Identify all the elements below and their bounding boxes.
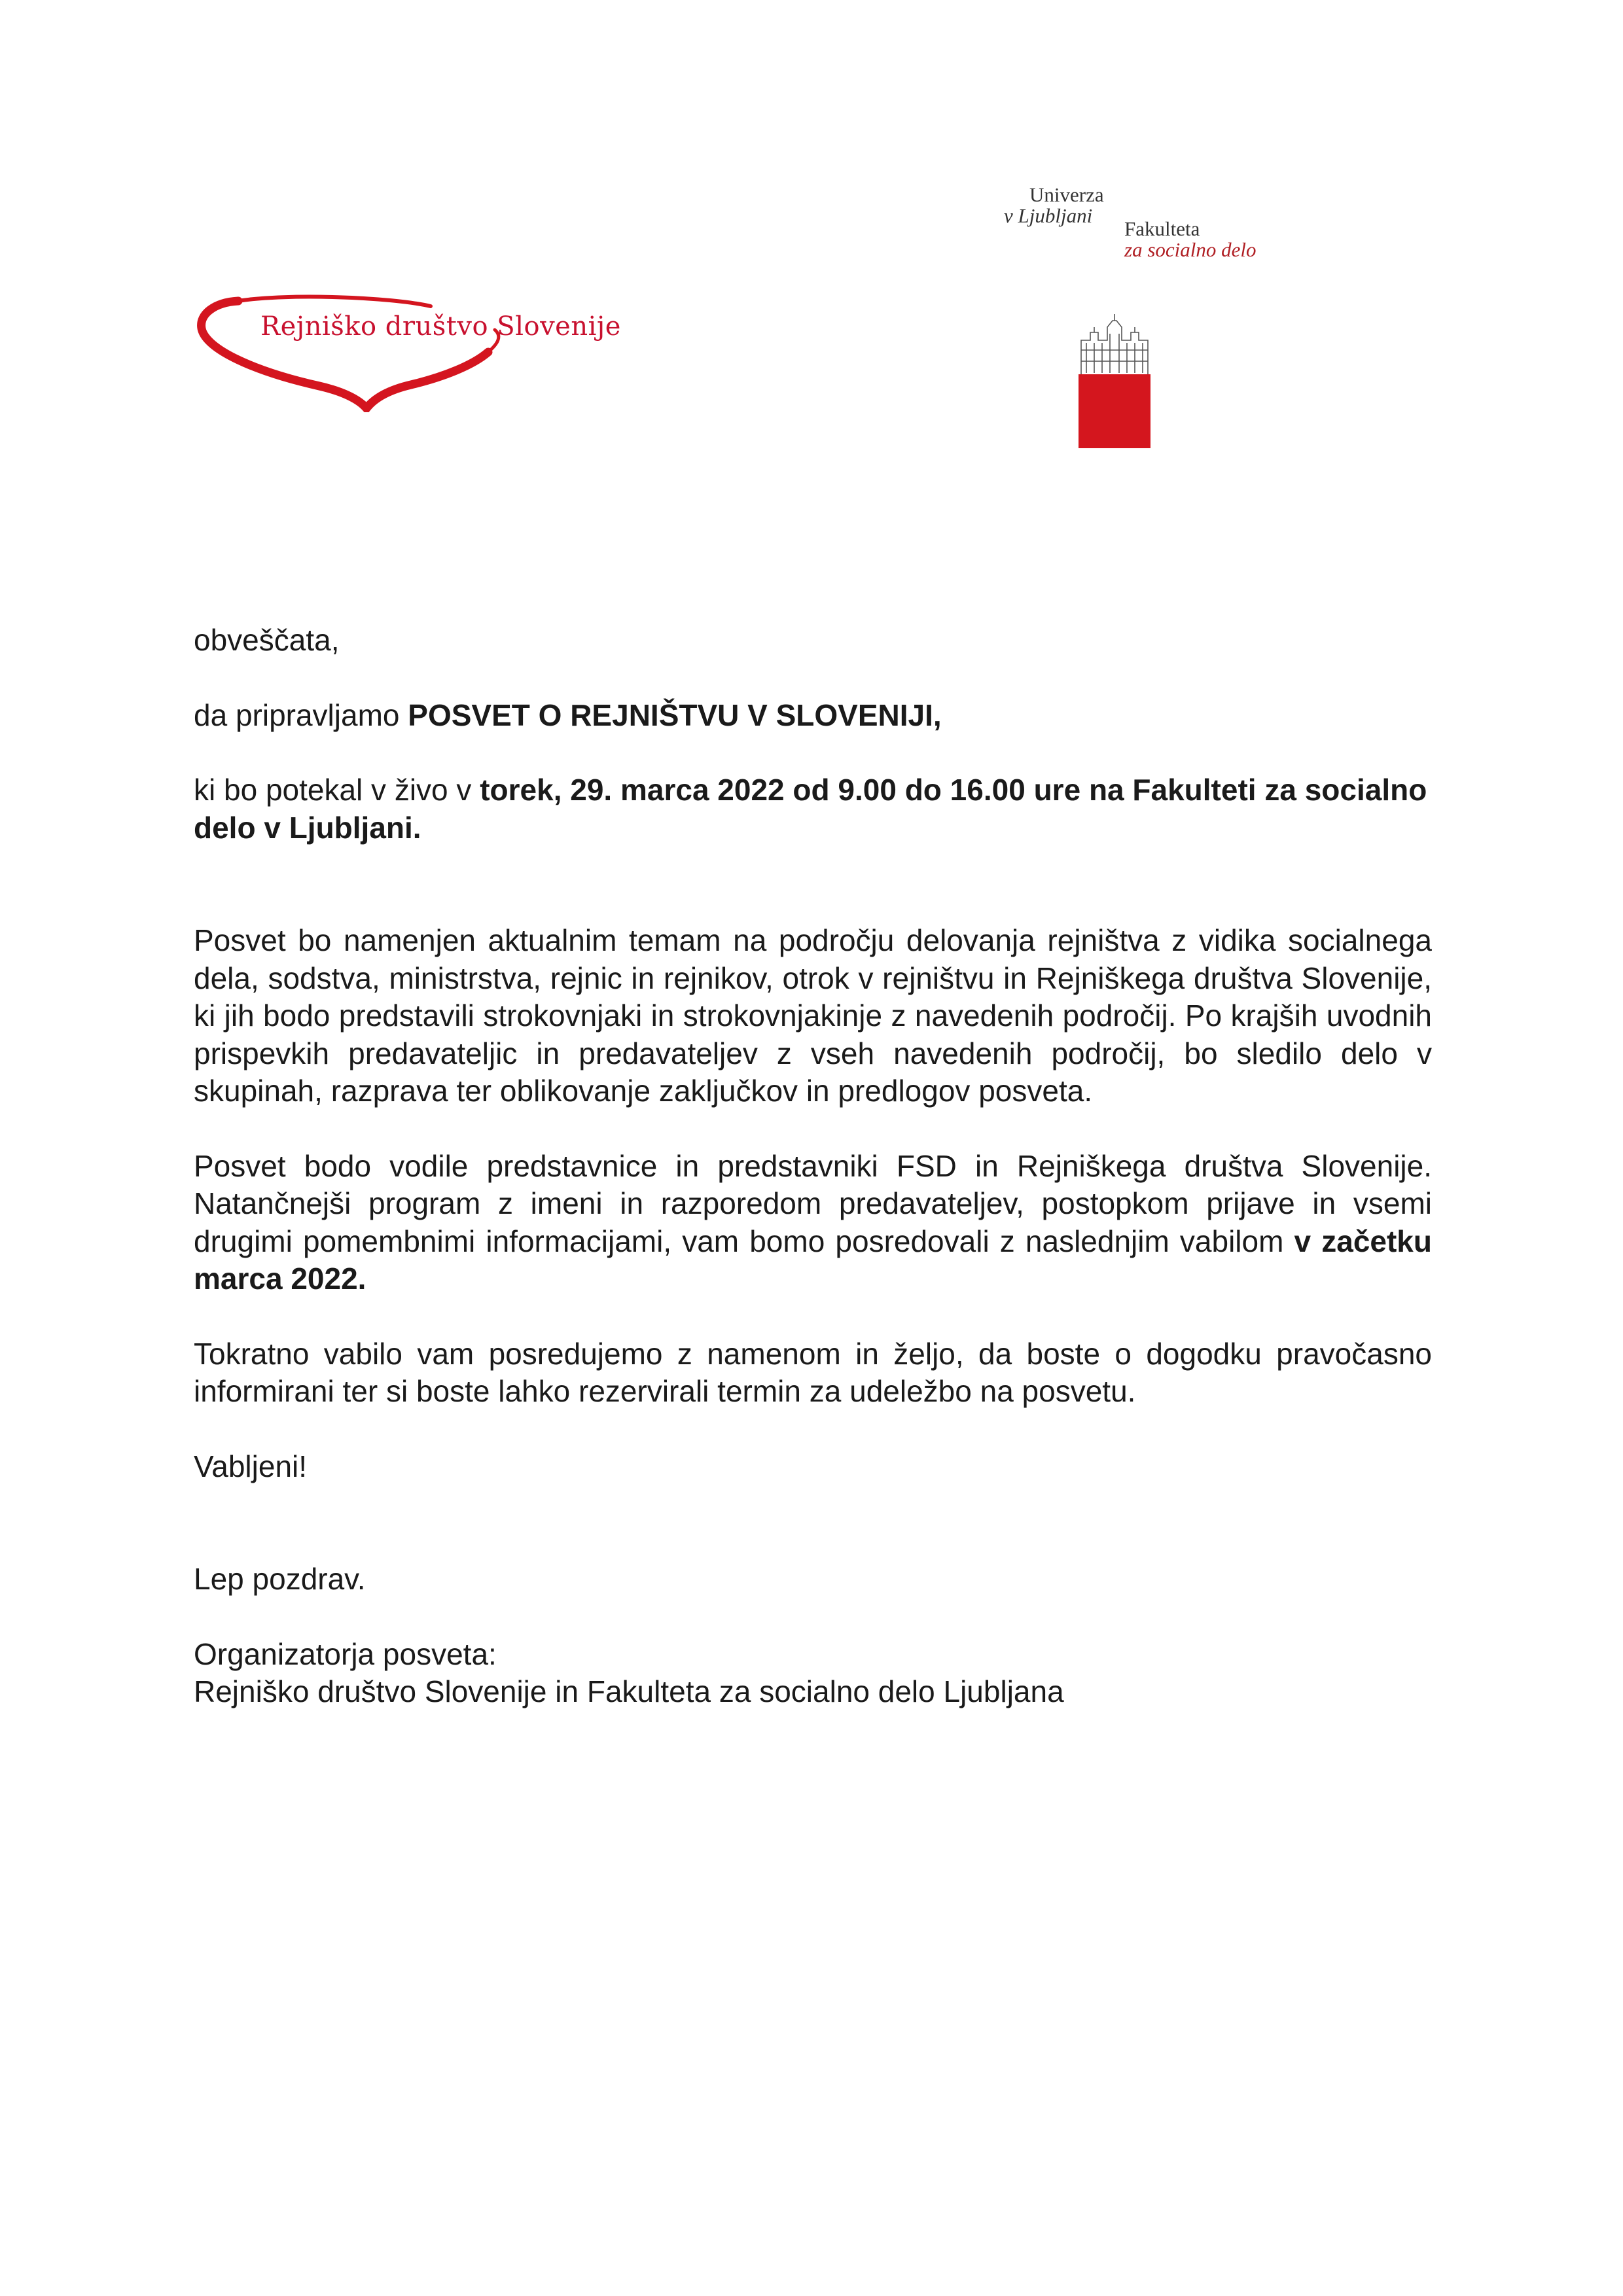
letter-body xyxy=(194,622,1432,1711)
faculty-name-line1: Fakulteta xyxy=(1124,217,1200,240)
university-building-icon xyxy=(1079,314,1150,448)
event-datetime-location: torek, 29. marca 2022 od 9.00 do 16.00 ure na Fakulteti za socialno delo v Ljubljani. xyxy=(194,773,1427,845)
program-info-paragraph xyxy=(194,1148,1432,1298)
event-description-paragraph: Posvet bo namenjen aktualnim temam na področju delovanja rejništva z vidika socialnega dela, sodstva, ministrstva, rejnic in rejnikov, otrok v rejništvu in Rejniškega društva Slovenije, ki jih bodo predstavili strokovnjaki in strokovnjakinje z navedenih področij. Po krajših uvodnih prispevkih predavateljic in predavateljev z vseh navedenih področij, bo sledilo delo v skupinah, razprava ter oblikovanje zaključkov in predlogov posveta. xyxy=(194,923,1432,1108)
announcement-prefix: da pripravljamo xyxy=(194,698,408,732)
event-datetime-paragraph xyxy=(194,771,1432,847)
organizers-label: Organizatorja posveta: xyxy=(194,1636,497,1671)
rejnisko-drustvo-logo xyxy=(195,288,666,412)
announcement-paragraph xyxy=(194,697,1432,735)
rejnisko-logo-text: Rejniško društvo Slovenije xyxy=(260,311,621,342)
event-datetime-prefix: ki bo potekal v živo v xyxy=(194,773,480,807)
university-name-line2: v Ljubljani xyxy=(1004,204,1093,227)
program-info-date: v začetku marca 2022. xyxy=(194,1224,1432,1296)
university-seal-logo xyxy=(1079,314,1150,448)
university-name-line1: Univerza xyxy=(1029,183,1104,206)
program-info-text: Posvet bodo vodile predstavnice in predstavniki FSD in Rejniškega društva Slovenije. Natančnejši program z imeni in razporedom predavateljev, postopkom prijave in vsemi drugimi pomembnimi informacijami, vam bomo posredovali z naslednjim vabilom xyxy=(194,1148,1432,1258)
reservation-note-paragraph: Tokratno vabilo vam posredujemo z namenom in željo, da boste o dogodku pravočasno informirani ter si boste lahko rezervirali termin za udeležbo na posvetu. xyxy=(194,1336,1432,1408)
faculty-name-line2: za socialno delo xyxy=(1124,238,1257,261)
greeting-line: obveščata, xyxy=(194,623,340,657)
invitation-line: Vabljeni! xyxy=(194,1449,308,1483)
regards-line: Lep pozdrav. xyxy=(194,1562,366,1596)
organizers-names: Rejniško društvo Slovenije in Fakulteta za socialno delo Ljubljana xyxy=(194,1674,1064,1708)
event-title: POSVET O REJNIŠTVU V SLOVENIJI, xyxy=(408,698,942,732)
heart-outline-icon xyxy=(195,288,666,412)
